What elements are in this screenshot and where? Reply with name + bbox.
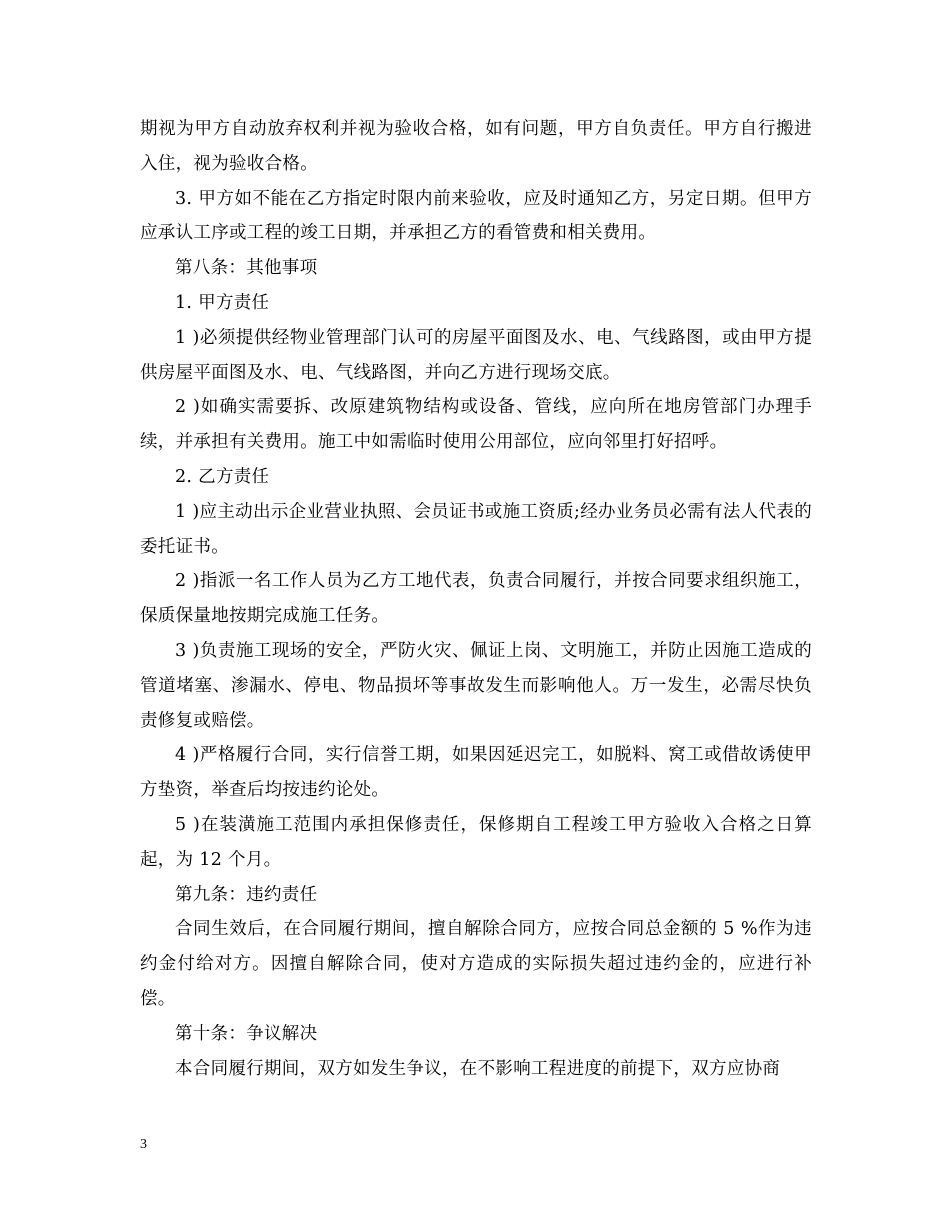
list-item: 1 )应主动出示企业营业执照、会员证书或施工资质;经办业务员必需有法人代表的委托证书。 [140,501,812,557]
subsection-heading: 1. 甲方责任 [175,292,270,313]
list-item: 1 )必须提供经物业管理部门认可的房屋平面图及水、电、气线路图，或由甲方提供房屋平面图及水、电、气线路图，并向乙方进行现场交底。 [140,327,812,383]
list-item: 2 )如确实需要拆、改原建筑物结构或设备、管线，应向所在地房管部门办理手续，并承担有关费用。施工中如需临时使用公用部位，应向邻里打好招呼。 [140,397,812,453]
page-number: 3 [140,1137,147,1152]
contract-body [140,112,812,1086]
paragraph: 期视为甲方自动放弃权利并视为验收合格，如有问题，甲方自负责任。甲方自行搬进入住，视为验收合格。 [140,119,812,174]
list-item: 2 )指派一名工作人员为乙方工地代表，负责合同履行，并按合同要求组织施工，保质保量地按期完成施工任务。 [140,571,812,627]
subsection-heading: 2. 乙方责任 [175,466,270,487]
section-heading: 第十条：争议解决 [175,1023,318,1044]
paragraph: 合同生效后，在合同履行期间，擅自解除合同方，应按合同总金额的 5 %作为违约金付给对方。因擅自解除合同，使对方造成的实际损失超过违约金的，应进行补偿。 [140,919,812,1009]
section-heading: 第八条：其他事项 [175,258,318,279]
paragraph: 3. 甲方如不能在乙方指定时限内前来验收，应及时通知乙方，另定日期。但甲方应承认工序或工程的竣工日期，并承担乙方的看管费和相关费用。 [140,188,812,244]
paragraph: 本合同履行期间，双方如发生争议，在不影响工程进度的前提下，双方应协商 [175,1058,781,1079]
list-item: 3 )负责施工现场的安全，严防火灾、佩证上岗、文明施工，并防止因施工造成的管道堵塞、渗漏水、停电、物品损坏等事故发生而影响他人。万一发生，必需尽快负责修复或赔偿。 [140,640,812,731]
list-item: 4 )严格履行合同，实行信誉工期，如果因延迟完工，如脱料、窝工或借故诱使甲方垫资，举查后均按违约论处。 [140,745,812,801]
list-item: 5 )在装潢施工范围内承担保修责任，保修期自工程竣工甲方验收入合格之日算起，为 12 个月。 [140,814,812,870]
section-heading: 第九条：违约责任 [175,884,318,905]
